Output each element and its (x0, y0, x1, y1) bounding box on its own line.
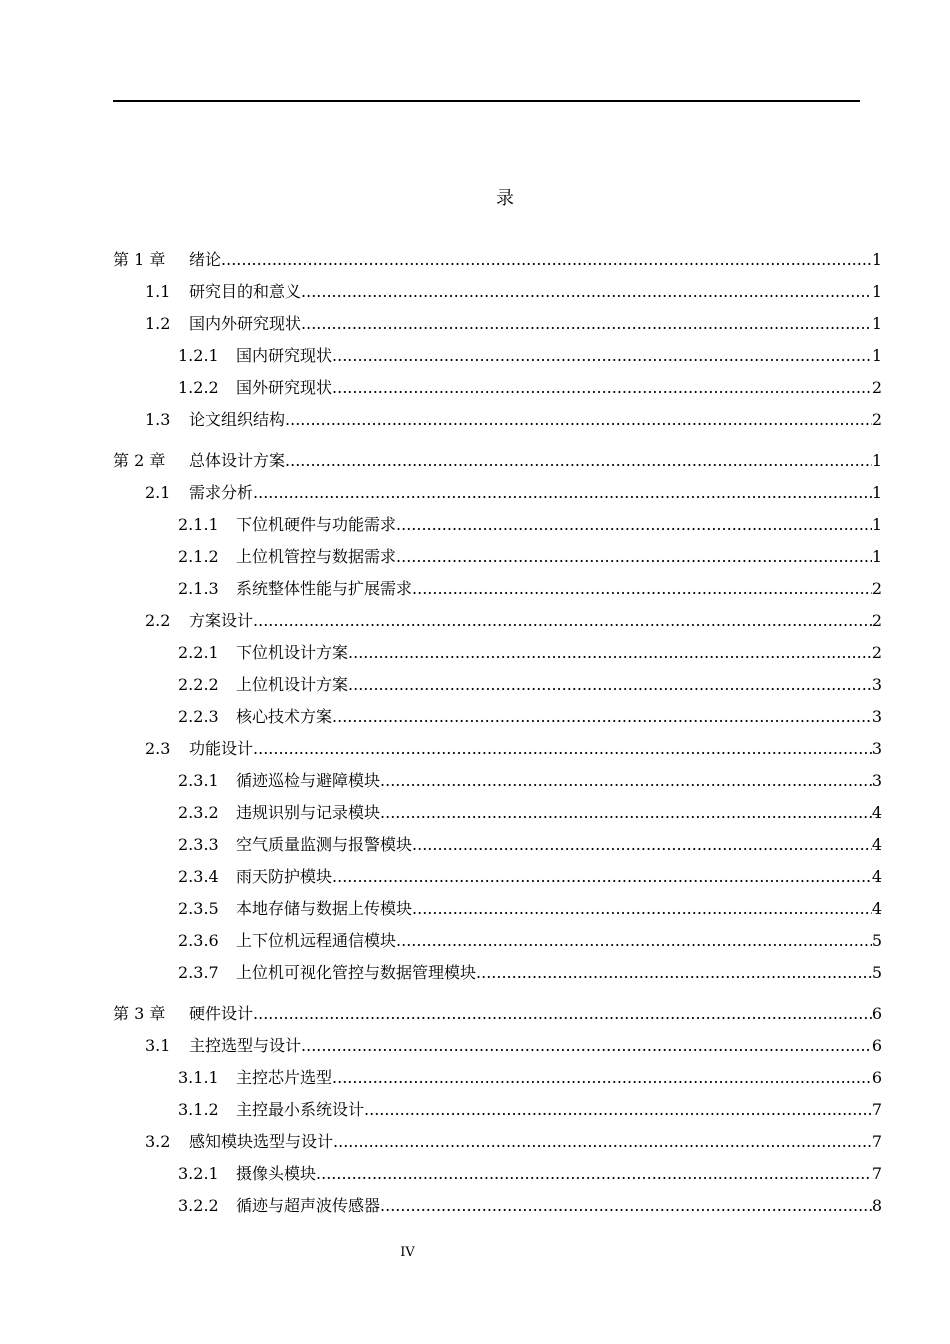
toc-entry-page: 1 (871, 250, 882, 269)
toc-entry-title: 绪论 (189, 250, 222, 269)
toc-leader-dots (396, 929, 872, 953)
toc-leader-dots (316, 1162, 872, 1186)
toc-entry-title: 下位机设计方案 (236, 643, 349, 662)
toc-entry-line (189, 609, 882, 633)
toc-leader-dots (396, 545, 872, 569)
toc-entry[interactable] (0, 609, 950, 633)
toc-entry-number: 2.3.4 (178, 867, 219, 886)
toc-entry-line (236, 833, 882, 857)
toc-entry-number: 1.2.2 (178, 378, 219, 397)
toc-leader-dots (333, 1130, 872, 1154)
toc-entry-number: 2.1.3 (178, 579, 219, 598)
toc-leader-dots (253, 481, 872, 505)
toc-leader-dots (221, 248, 872, 272)
toc-entry-title: 上位机管控与数据需求 (236, 547, 397, 566)
toc-entry-page: 2 (871, 378, 882, 397)
toc-entry-page: 6 (871, 1068, 882, 1087)
toc-entry-page: 2 (871, 410, 882, 429)
toc-leader-dots (380, 801, 872, 825)
toc-entry-title: 总体设计方案 (189, 451, 286, 470)
toc-leader-dots (301, 280, 872, 304)
toc-entry-title: 主控芯片选型 (236, 1068, 333, 1087)
header-rule (113, 100, 860, 102)
toc-entry-number: 2.3.2 (178, 803, 219, 822)
toc-leader-dots (476, 961, 872, 985)
toc-entry[interactable] (0, 641, 950, 665)
toc-entry-line (236, 865, 882, 889)
toc-entry-line (189, 481, 882, 505)
toc-entry[interactable] (0, 897, 950, 921)
toc-leader-dots (332, 865, 872, 889)
toc-entry-line (189, 408, 882, 432)
toc-entry-page: 6 (871, 1036, 882, 1055)
toc-entry[interactable] (0, 1002, 950, 1026)
toc-entry[interactable] (0, 1162, 950, 1186)
toc-entry-number: 2.3.5 (178, 899, 219, 918)
toc-entry-line (236, 673, 882, 697)
toc-entry-title: 论文组织结构 (189, 410, 286, 429)
toc-leader-dots (332, 705, 872, 729)
toc-entry[interactable] (0, 376, 950, 400)
toc-entry[interactable] (0, 577, 950, 601)
toc-entry-line (236, 929, 882, 953)
toc-entry-page: 7 (871, 1132, 882, 1151)
toc-leader-dots (380, 1194, 872, 1218)
toc-entry-line (236, 513, 882, 537)
toc-entry-number: 1.1 (145, 282, 171, 301)
toc-entry[interactable] (0, 1066, 950, 1090)
toc-entry-title: 主控最小系统设计 (236, 1100, 365, 1119)
toc-entry[interactable] (0, 312, 950, 336)
toc-entry-page: 4 (871, 899, 882, 918)
toc-entry[interactable] (0, 408, 950, 432)
toc-leader-dots (332, 376, 872, 400)
toc-entry-title: 循迹巡检与避障模块 (236, 771, 381, 790)
toc-leader-dots (285, 408, 872, 432)
toc-entry-page: 1 (871, 547, 882, 566)
toc-entry[interactable] (0, 449, 950, 473)
toc-entry-number: 3.2.1 (178, 1164, 219, 1183)
toc-entry[interactable] (0, 280, 950, 304)
toc-entry-title: 方案设计 (189, 611, 254, 630)
toc-entry-page: 7 (871, 1100, 882, 1119)
toc-entry[interactable] (0, 1098, 950, 1122)
toc-entry-line (189, 1034, 882, 1058)
toc-leader-dots (412, 833, 872, 857)
toc-entry[interactable] (0, 344, 950, 368)
toc-entry-number: 2.3 (145, 739, 171, 758)
toc-entry-title: 硬件设计 (189, 1004, 254, 1023)
toc-entry[interactable] (0, 961, 950, 985)
toc-entry-title: 国外研究现状 (236, 378, 333, 397)
toc-entry-page: 3 (871, 675, 882, 694)
toc-entry-title: 主控选型与设计 (189, 1036, 302, 1055)
toc-leader-dots (412, 897, 872, 921)
toc-leader-dots (253, 737, 872, 761)
toc-entry-line (236, 577, 882, 601)
toc-entry-title: 需求分析 (189, 483, 254, 502)
toc-entry-line (189, 312, 882, 336)
toc-entry-line (236, 897, 882, 921)
toc-leader-dots (301, 1034, 872, 1058)
toc-entry-line (236, 769, 882, 793)
toc-entry-number: 第 1 章 (113, 250, 166, 269)
toc-entry-line (189, 248, 882, 272)
toc-entry-number: 2.3.3 (178, 835, 219, 854)
toc-entry-line (236, 1194, 882, 1218)
toc-entry-page: 4 (871, 867, 882, 886)
toc-entry[interactable] (0, 737, 950, 761)
toc-entry-title: 循迹与超声波传感器 (236, 1196, 381, 1215)
toc-entry-line (236, 376, 882, 400)
toc-leader-dots (380, 769, 872, 793)
toc-entry-title: 空气质量监测与报警模块 (236, 835, 413, 854)
toc-entry-number: 2.3.6 (178, 931, 219, 950)
toc-entry-title: 上下位机远程通信模块 (236, 931, 397, 950)
toc-entry-page: 2 (871, 579, 882, 598)
toc-entry-page: 1 (871, 314, 882, 333)
toc-entry-page: 5 (871, 931, 882, 950)
toc-entry-line (236, 705, 882, 729)
toc-entry[interactable] (0, 481, 950, 505)
toc-entry-line (189, 280, 882, 304)
toc-entry-title: 上位机可视化管控与数据管理模块 (236, 963, 477, 982)
toc-entry-page: 4 (871, 803, 882, 822)
toc-leader-dots (253, 1002, 872, 1026)
toc-entry-page: 2 (871, 611, 882, 630)
toc-entry-number: 2.3.1 (178, 771, 219, 790)
page-number: IV (400, 1245, 415, 1260)
toc-entry-number: 3.1.2 (178, 1100, 219, 1119)
toc-entry-line (236, 1098, 882, 1122)
toc-entry-page: 3 (871, 707, 882, 726)
toc-entry-page: 6 (871, 1004, 882, 1023)
toc-entry-title: 摄像头模块 (236, 1164, 317, 1183)
toc-entry-number: 3.2 (145, 1132, 171, 1151)
toc-entry-title: 国内研究现状 (236, 346, 333, 365)
toc-leader-dots (396, 513, 872, 537)
toc-entry[interactable] (0, 513, 950, 537)
toc-entry[interactable] (0, 1034, 950, 1058)
toc-entry[interactable] (0, 1194, 950, 1218)
toc-entry-page: 2 (871, 643, 882, 662)
toc-entry-title: 国内外研究现状 (189, 314, 302, 333)
toc-entry-number: 1.2.1 (178, 346, 219, 365)
toc-entry-page: 1 (871, 515, 882, 534)
toc-entry-number: 2.2.1 (178, 643, 219, 662)
toc-entry[interactable] (0, 929, 950, 953)
toc-entry-number: 3.1.1 (178, 1068, 219, 1087)
toc-entry-line (236, 801, 882, 825)
toc-entry-number: 2.1 (145, 483, 171, 502)
toc-entry-title: 雨天防护模块 (236, 867, 333, 886)
toc-entry-line (236, 641, 882, 665)
toc-leader-dots (301, 312, 872, 336)
toc-entry-line (236, 545, 882, 569)
toc-entry[interactable] (0, 801, 950, 825)
toc-leader-dots (364, 1098, 872, 1122)
toc-entry-number: 2.2.2 (178, 675, 219, 694)
toc-entry-number: 第 3 章 (113, 1004, 166, 1023)
toc-entry-line (189, 1002, 882, 1026)
toc-entry-title: 下位机硬件与功能需求 (236, 515, 397, 534)
toc-entry-title: 感知模块选型与设计 (189, 1132, 334, 1151)
toc-heading: 录 (496, 188, 514, 209)
toc-entry[interactable] (0, 833, 950, 857)
toc-leader-dots (285, 449, 872, 473)
toc-entry-line (189, 737, 882, 761)
toc-entry-title: 系统整体性能与扩展需求 (236, 579, 413, 598)
toc-leader-dots (332, 1066, 872, 1090)
toc-entry-number: 3.2.2 (178, 1196, 219, 1215)
toc-leader-dots (348, 673, 872, 697)
toc-entry-title: 上位机设计方案 (236, 675, 349, 694)
toc-entry-number: 第 2 章 (113, 451, 166, 470)
toc-entry-page: 7 (871, 1164, 882, 1183)
toc-entry-number: 1.2 (145, 314, 171, 333)
toc-entry-number: 2.3.7 (178, 963, 219, 982)
toc-entry-line (236, 1066, 882, 1090)
toc-leader-dots (412, 577, 872, 601)
toc-entry[interactable] (0, 865, 950, 889)
toc-leader-dots (253, 609, 872, 633)
toc-entry-number: 2.2 (145, 611, 171, 630)
toc-entry-page: 1 (871, 282, 882, 301)
toc-entry-page: 5 (871, 963, 882, 982)
toc-entry[interactable] (0, 545, 950, 569)
toc-entry-page: 1 (871, 346, 882, 365)
toc-entry-line (189, 449, 882, 473)
toc-entry-line (189, 1130, 882, 1154)
toc-leader-dots (332, 344, 872, 368)
toc-entry-title: 本地存储与数据上传模块 (236, 899, 413, 918)
toc-entry-line (236, 344, 882, 368)
toc-entry-page: 8 (871, 1196, 882, 1215)
toc-entry-number: 2.1.1 (178, 515, 219, 534)
toc-entry-number: 1.3 (145, 410, 171, 429)
toc-entry-page: 3 (871, 739, 882, 758)
toc-entry-title: 核心技术方案 (236, 707, 333, 726)
toc-entry-title: 研究目的和意义 (189, 282, 302, 301)
toc-entry[interactable] (0, 673, 950, 697)
toc-leader-dots (348, 641, 872, 665)
toc-entry-page: 1 (871, 483, 882, 502)
toc-entry-number: 2.1.2 (178, 547, 219, 566)
toc-entry[interactable] (0, 705, 950, 729)
toc-entry-page: 4 (871, 835, 882, 854)
toc-entry-number: 3.1 (145, 1036, 171, 1055)
toc-entry-title: 功能设计 (189, 739, 254, 758)
toc-entry-title: 违规识别与记录模块 (236, 803, 381, 822)
toc-entry-line (236, 1162, 882, 1186)
toc-entry-page: 1 (871, 451, 882, 470)
toc-entry[interactable] (0, 1130, 950, 1154)
toc-entry-number: 2.2.3 (178, 707, 219, 726)
toc-entry[interactable] (0, 769, 950, 793)
toc-entry-page: 3 (871, 771, 882, 790)
toc-entry-line (236, 961, 882, 985)
toc-entry[interactable] (0, 248, 950, 272)
